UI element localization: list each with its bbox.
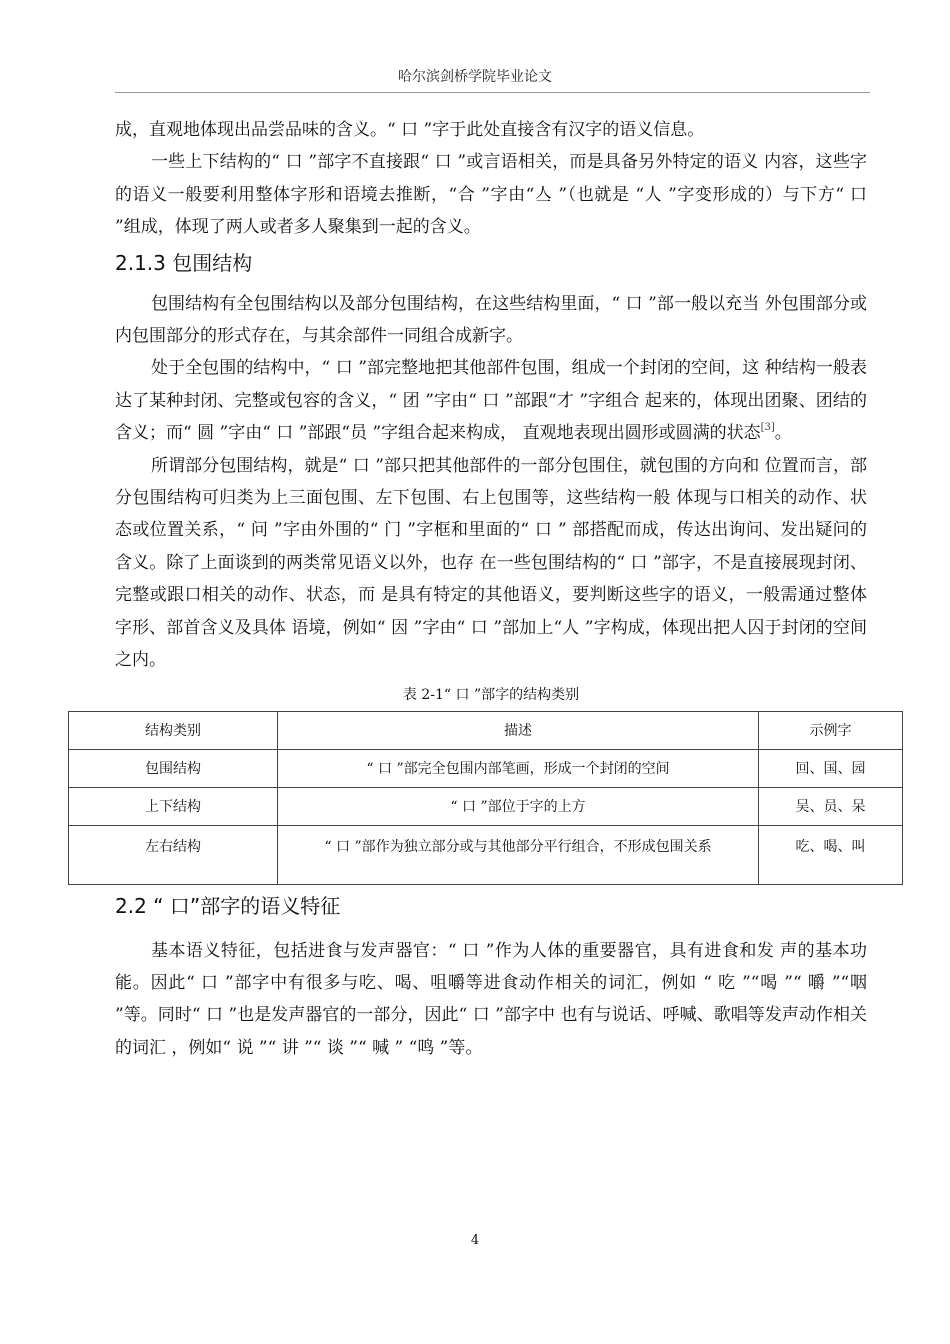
paragraph-3-text: 处于全包围的结构中，“ 口 ”部完整地把其他部件包围，组成一个封闭的空间，这 种结构一般表达了某种封闭、完整或包容的含义，“ 团 ”字由“ 口 ”部跟“才 ”字组合 起来的，体现出团聚、团结的含义；而“ 圆 ”字由“ 口 ”部跟“员 ”字组合起来构成， 直观地表现出圆形或圆满的状态 [115,358,867,444]
paragraph-3 [115,352,867,449]
table-row [69,825,903,884]
table-row [69,749,903,787]
table-cell: 上下结构 [69,787,278,825]
table-cell: “ 口 ”部完全包围内部笔画，形成一个封闭的空间 [278,749,759,787]
table-cell: 吴、员、呆 [759,787,903,825]
page-header: 哈尔滨剑桥学院毕业论文 [398,69,552,85]
paragraph-0: 成，直观地体现出品尝品味的含义。“ 口 ”字于此处直接含有汉字的语义信息。 [115,120,705,140]
page-body [115,114,867,1064]
paragraph-3-end: 。 [774,423,792,444]
section-heading-2-1-3: 2.1.3 包围结构 [115,250,253,275]
paragraph-5: 基本语义特征，包括进食与发声器官：“ 口 ”作为人体的重要器官，具有进食和发 声的基本功能。因此“ 口 ”部字中有很多与吃、喝、咀嚼等进食动作相关的词汇，例如 “ 吃 ”“喝 ”“ 嚼 ”“咽 ”等。同时“ 口 ”也是发声器官的一部分，因此“ 口 ”部字中 也有与说话、呼喊、歌唱等发声动作相关的词汇 ，例如“ 说 ”“ 讲 ”“ 谈 ”“ 喊 ” “鸣 ”等。 [115,940,867,1058]
table-row [69,787,903,825]
table-cell: 吃、喝、叫 [759,825,903,884]
table-header-row [69,711,903,749]
header-rule [115,92,870,93]
table-cell: 回、国、园 [759,749,903,787]
citation-ref: [3] [760,422,775,434]
structure-table [68,711,903,885]
table-header-cell: 示例字 [759,711,903,749]
table-header-cell: 结构类别 [69,711,278,749]
table-caption: 表 2-1“ 口 ”部字的结构类别 [402,686,580,703]
section-heading-2-2: 2.2 “ 口”部字的语义特征 [115,893,341,918]
paragraph-2: 包围结构有全包围结构以及部分包围结构，在这些结构里面，“ 口 ”部一般以充当 外包围部分或内包围部分的形式存在，与其余部件一同组合成新字。 [115,293,867,347]
table-cell: 包围结构 [69,749,278,787]
page-number: 4 [470,1233,480,1248]
paragraph-1: 一些上下结构的“ 口 ”部字不直接跟“ 口 ”或言语相关，而是具备另外特定的语义 内容，这些字的语义一般要利用整体字形和语境去推断，“合 ”字由“亼 ”（也就是 “人 ”字变形成的）与下方“ 口 ”组成，体现了两人或者多人聚集到一起的含义。 [115,152,867,238]
table-cell: “ 口 ”部作为独立部分或与其他部分平行组合，不形成包围关系 [278,825,759,884]
paragraph-4: 所谓部分包围结构，就是“ 口 ”部只把其他部件的一部分包围住，就包围的方向和 位置而言，部分包围结构可归类为上三面包围、左下包围、右上包围等，这些结构一般 体现与口相关的动作、状态或位置关系，“ 问 ”字由外围的“ 门 ”字框和里面的“ 口 ” 部搭配而成，传达出询问、发出疑问的含义。除了上面谈到的两类常见语义以外，也存 在一些包围结构的“ 口 ”部字，不是直接展现封闭、完整或跟口相关的动作、状态，而 是具有特定的其他语义，要判断这些字的语义，一般需通过整体字形、部首含义及具体 语境，例如“ 因 ”字由“ 口 ”部加上“人 ”字构成，体现出把人囚于封闭的空间之内。 [115,455,867,671]
table-cell: “ 口 ”部位于字的上方 [278,787,759,825]
table-cell: 左右结构 [69,825,278,884]
table-header-cell: 描述 [278,711,759,749]
